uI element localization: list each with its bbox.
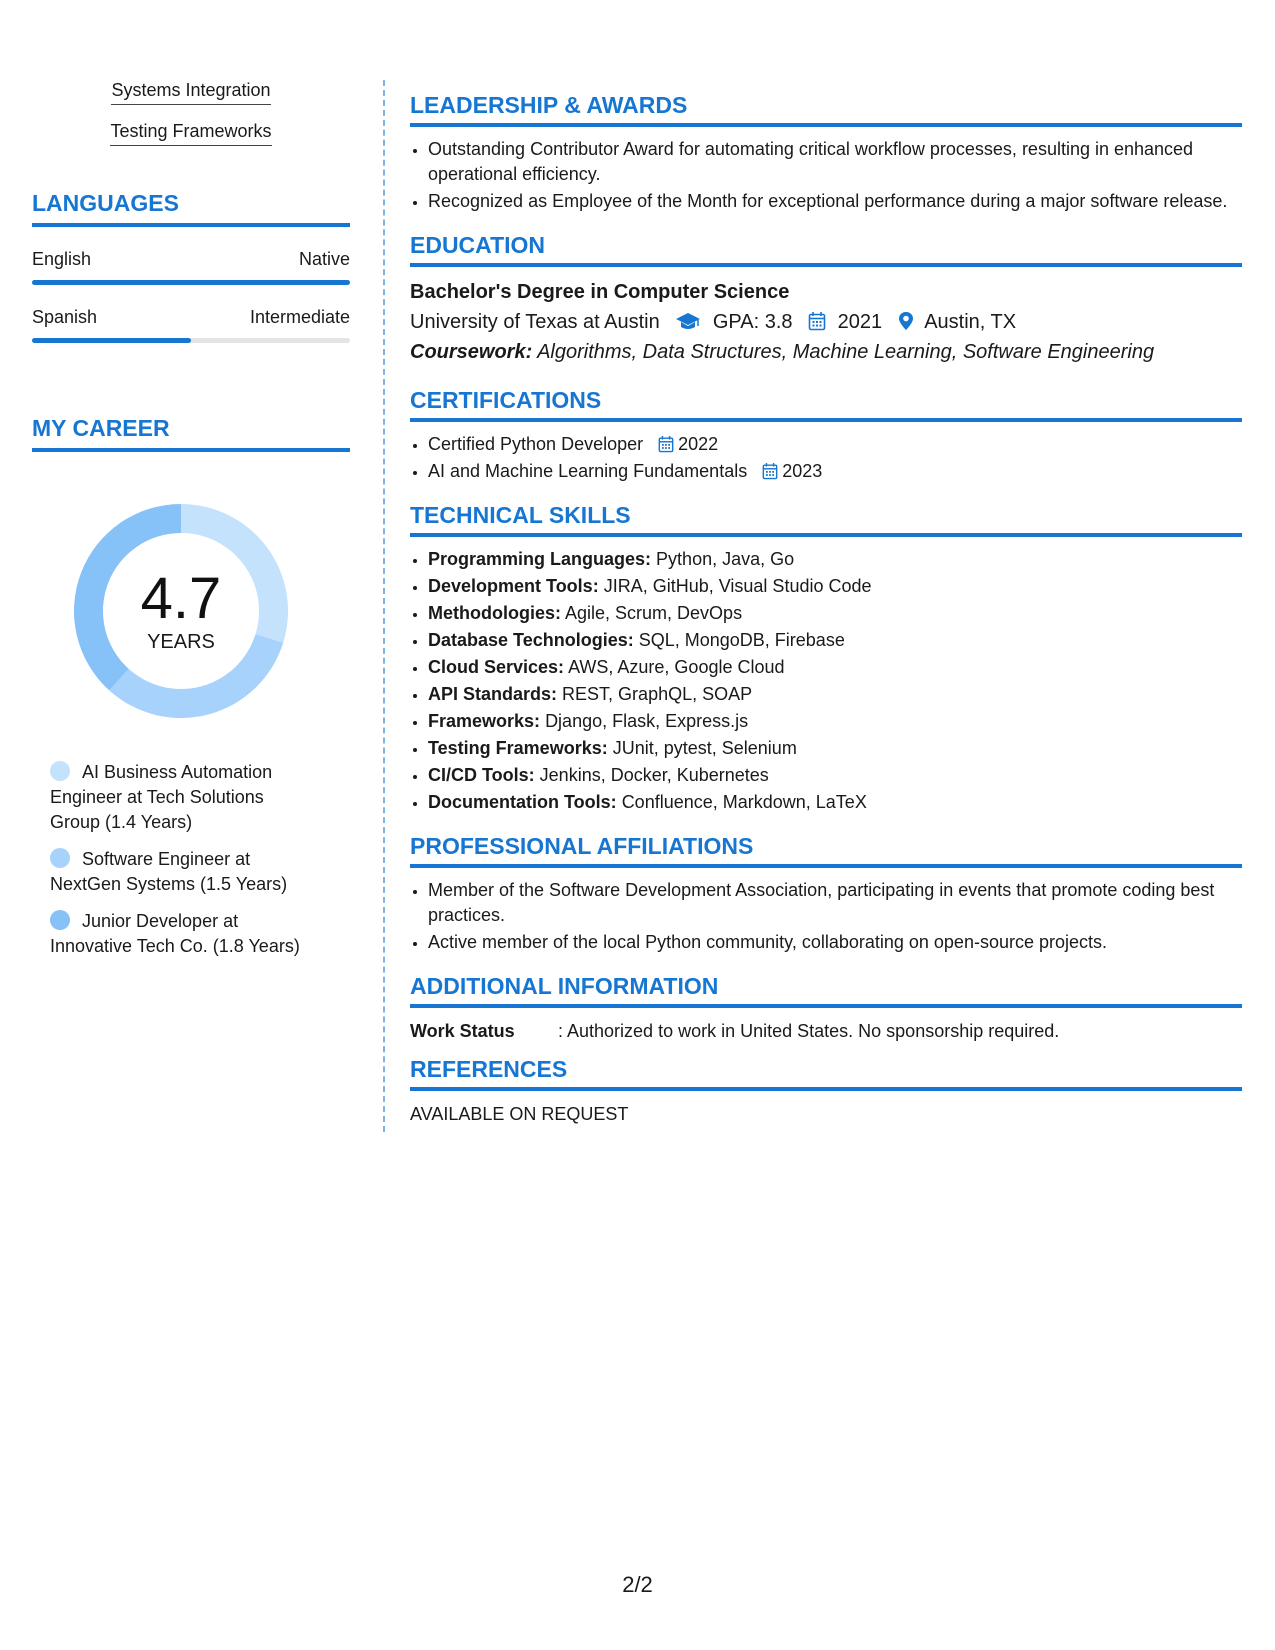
list-item	[428, 736, 1242, 761]
list-item	[428, 601, 1242, 626]
list-item: • Active member of the local Python community, collaborating on open-source projects.	[428, 930, 1242, 955]
column-divider	[383, 80, 385, 1132]
skill-value: Python, Java, Go	[656, 549, 795, 569]
skill-label: Cloud Services:	[428, 657, 565, 677]
coursework-value: Algorithms, Data Structures, Machine Learning, Software Engineering	[537, 341, 1155, 363]
affiliations-heading: PROFESSIONAL AFFILIATIONS	[410, 833, 1242, 868]
school: University of Texas at Austin	[410, 311, 660, 333]
skill-label: Methodologies:	[428, 603, 561, 623]
skill-label: API Standards:	[428, 684, 558, 704]
language-level: Native	[298, 249, 350, 269]
skill-label: Database Technologies:	[428, 630, 634, 650]
education-heading: EDUCATION	[410, 232, 1242, 267]
skill-label: Frameworks:	[428, 711, 541, 731]
skill-tag-label: Testing Frameworks	[110, 121, 271, 146]
skill-value: REST, GraphQL, SOAP	[562, 684, 753, 704]
skill-label: Programming Languages:	[428, 549, 652, 569]
certifications-list	[410, 432, 1242, 484]
affiliations-list	[410, 878, 1242, 955]
skill-value: JUnit, pytest, Selenium	[612, 738, 797, 758]
list-item	[428, 682, 1242, 707]
legend-dot	[50, 761, 70, 781]
skill-tag	[32, 80, 350, 105]
certification-name: Certified Python Developer	[428, 434, 644, 454]
list-item	[428, 763, 1242, 788]
skill-value: JIRA, GitHub, Visual Studio Code	[603, 576, 872, 596]
list-item	[428, 709, 1242, 734]
skill-value: Confluence, Markdown, LaTeX	[621, 792, 867, 812]
skill-label: Testing Frameworks:	[428, 738, 608, 758]
additional-info-heading: ADDITIONAL INFORMATION	[410, 973, 1242, 1008]
list-item	[428, 628, 1242, 653]
calendar-icon	[762, 462, 778, 480]
sidebar	[32, 80, 350, 971]
degree: Bachelor's Degree in Computer Science	[410, 281, 790, 303]
career-legend-item	[50, 760, 310, 835]
list-item: • Recognized as Employee of the Month for exceptional performance during a major software release.	[428, 189, 1242, 214]
calendar-icon	[658, 435, 674, 453]
language-item	[32, 307, 350, 343]
skill-tag	[32, 121, 350, 146]
career-legend-label: AI Business Automation Engineer at Tech Solutions Group (1.4 Years)	[50, 762, 273, 832]
list-item	[428, 459, 1242, 484]
language-name: Spanish	[32, 307, 98, 327]
career-heading: MY CAREER	[32, 415, 350, 452]
certification-year: 2022	[678, 434, 719, 454]
skill-value: Django, Flask, Express.js	[545, 711, 749, 731]
skill-value: SQL, MongoDB, Firebase	[638, 630, 845, 650]
list-item: • Outstanding Contributor Award for automating critical workflow processes, resulting in enhanced operational efficiency.	[428, 137, 1242, 187]
work-status-row	[410, 1018, 1242, 1044]
references-text: AVAILABLE ON REQUEST	[410, 1104, 629, 1124]
career-donut	[66, 496, 296, 726]
list-item	[428, 655, 1242, 680]
references-heading: REFERENCES	[410, 1056, 1242, 1091]
technical-skills-list	[410, 547, 1242, 815]
language-bar-fill	[32, 280, 350, 285]
list-item	[428, 574, 1242, 599]
location: Austin, TX	[924, 311, 1017, 333]
skill-value: Jenkins, Docker, Kubernetes	[539, 765, 769, 785]
education-details	[410, 307, 1242, 337]
map-pin-icon	[898, 311, 914, 331]
language-bar	[32, 280, 350, 285]
skill-label: CI/CD Tools:	[428, 765, 535, 785]
skill-value: Agile, Scrum, DevOps	[565, 603, 743, 623]
list-item	[428, 547, 1242, 572]
list-item	[428, 432, 1242, 457]
graduation-cap-icon	[675, 311, 701, 331]
work-status-value: : Authorized to work in United States. No sponsorship required.	[558, 1021, 1060, 1041]
work-status-label: Work Status	[410, 1021, 515, 1041]
career-legend-item	[50, 847, 310, 897]
legend-dot	[50, 910, 70, 930]
language-name: English	[32, 249, 92, 269]
page-number: 2/2	[622, 1572, 653, 1597]
career-total-unit: YEARS	[147, 630, 215, 653]
language-item	[32, 249, 350, 285]
skill-label: Documentation Tools:	[428, 792, 617, 812]
gpa: GPA: 3.8	[712, 311, 793, 333]
languages-heading: LANGUAGES	[32, 190, 350, 227]
career-legend-item	[50, 909, 310, 959]
list-item	[428, 790, 1242, 815]
skill-tag-label: Systems Integration	[111, 80, 270, 105]
language-bar-fill	[32, 338, 191, 343]
leadership-heading: LEADERSHIP & AWARDS	[410, 92, 1242, 127]
career-legend	[32, 760, 350, 959]
list-item: • Member of the Software Development Association, participating in events that promote coding best practices.	[428, 878, 1242, 928]
calendar-icon	[808, 311, 826, 331]
certifications-heading: CERTIFICATIONS	[410, 387, 1242, 422]
leadership-list	[410, 137, 1242, 214]
skill-label: Development Tools:	[428, 576, 599, 596]
legend-dot	[50, 848, 70, 868]
language-level: Intermediate	[249, 307, 350, 327]
skill-value: AWS, Azure, Google Cloud	[568, 657, 785, 677]
certification-name: AI and Machine Learning Fundamentals	[428, 461, 748, 481]
graduation-year: 2021	[837, 311, 883, 333]
language-bar	[32, 338, 350, 343]
technical-skills-heading: TECHNICAL SKILLS	[410, 502, 1242, 537]
coursework	[410, 337, 1242, 367]
main-content	[410, 92, 1242, 1127]
career-legend-label: Junior Developer at Innovative Tech Co. (1.8 Years)	[50, 911, 300, 956]
career-legend-label: Software Engineer at NextGen Systems (1.5 Years)	[50, 849, 288, 894]
career-total-years: 4.7	[140, 565, 222, 631]
coursework-label: Coursework:	[410, 341, 533, 363]
certification-year: 2023	[782, 461, 823, 481]
